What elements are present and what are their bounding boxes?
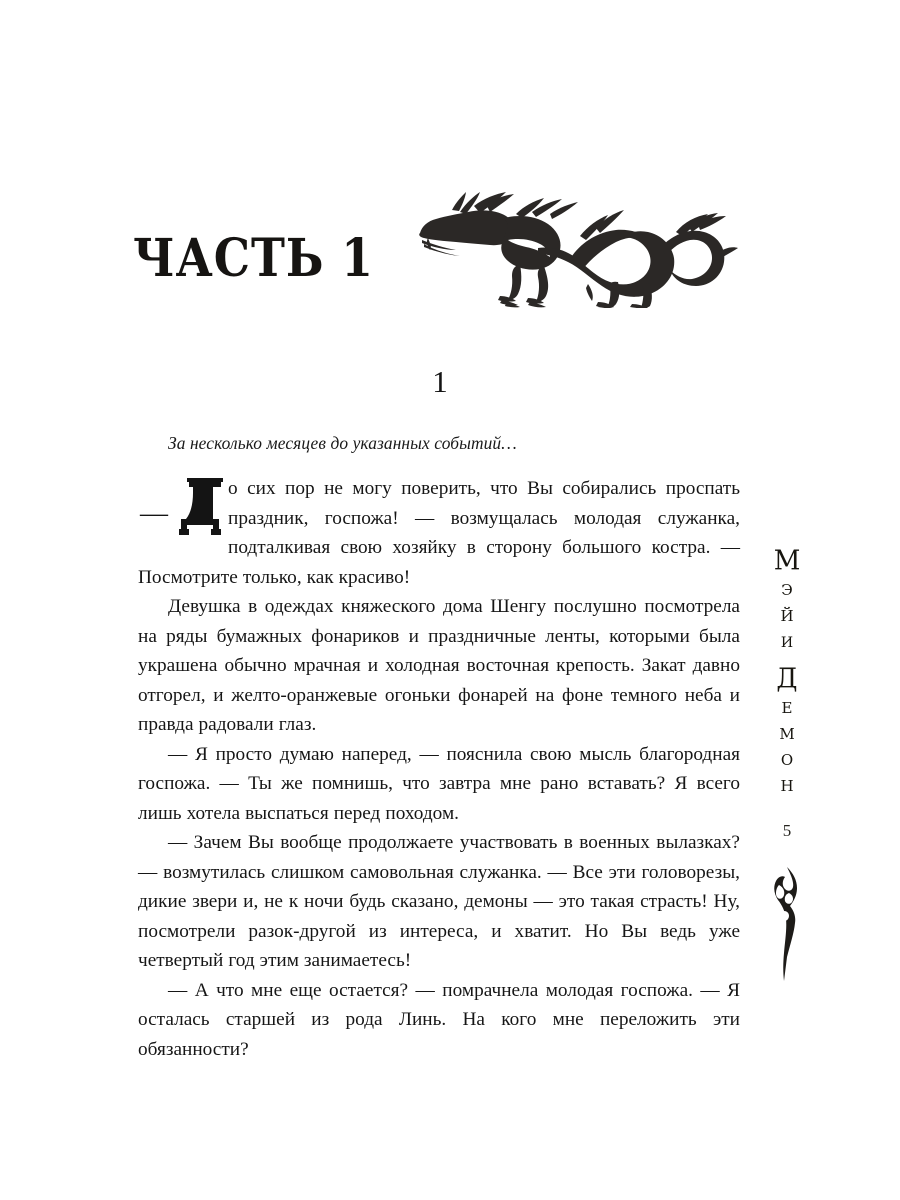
paragraph: Девушка в одеждах княжеского дома Шенгу послушно посмотрела на ряды бумажных фонариков и праздничные ленты, которыми была украшена обычно мрачная и холодная восточная крепость. Закат давно отгорел, и желто-оранжевые огоньки фонарей на фоне темного неба и правда радовали глаз. xyxy=(138,596,740,736)
paragraph: — Зачем Вы вообще продолжаете участвовать в военных вылазках? — возмутилась слишком самовольная служанка. — Все эти головорезы, дикие звери и, не к ночи будь сказано, демоны — это такая страсть! Ну, посмотрели разок-другой из интереса, и хватит. Но Вы ведь уже четвертый год этим занимаетесь! xyxy=(138,832,740,972)
running-head-letter: Э xyxy=(781,581,793,599)
epigraph: За несколько месяцев до указанных событий… xyxy=(168,433,517,453)
paragraph: — А что мне еще остается? — помрачнела молодая госпожа. — Я осталась старшей из рода Линь. На кого мне переложить эти обязанности? xyxy=(138,979,740,1060)
drop-cap-letter xyxy=(175,475,227,537)
running-head-letter: М xyxy=(779,725,795,743)
running-head-letter: О xyxy=(780,751,794,769)
paragraph-text: о сих пор не могу поверить, что Вы собирались проспать праздник, госпожа! — возмущалась молодая служанка, подталкивая свою хозяйку в сторону большого костра. — Посмотрите только, как красиво! xyxy=(138,478,740,588)
chapter-number: 1 xyxy=(432,364,448,399)
part-title: ЧАСТЬ 1 xyxy=(133,227,374,290)
running-head-letter: М xyxy=(773,545,801,577)
paragraph: — Я просто думаю наперед, — пояснила свою мысль благородная госпожа. — Ты же помнишь, что завтра мне рано вставать? Я всего лишь хотела выспаться перед походом. xyxy=(138,743,740,824)
dragon-silhouette-icon xyxy=(412,188,752,308)
running-head-letter: Н xyxy=(780,777,794,795)
running-head-letter: И xyxy=(780,635,794,651)
text-column xyxy=(138,432,740,1064)
flame-swirl-ornament-icon xyxy=(770,865,804,985)
part-header xyxy=(0,180,900,320)
running-head-rail xyxy=(752,545,822,985)
running-head-letter: Д xyxy=(776,663,798,695)
running-head-letter: Й xyxy=(780,607,794,625)
running-head-letters xyxy=(752,545,822,795)
paragraph-first xyxy=(138,474,740,592)
page-number: 5 xyxy=(782,821,792,840)
running-head-letter: Е xyxy=(781,699,793,717)
em-dash-opener: — xyxy=(140,498,168,530)
